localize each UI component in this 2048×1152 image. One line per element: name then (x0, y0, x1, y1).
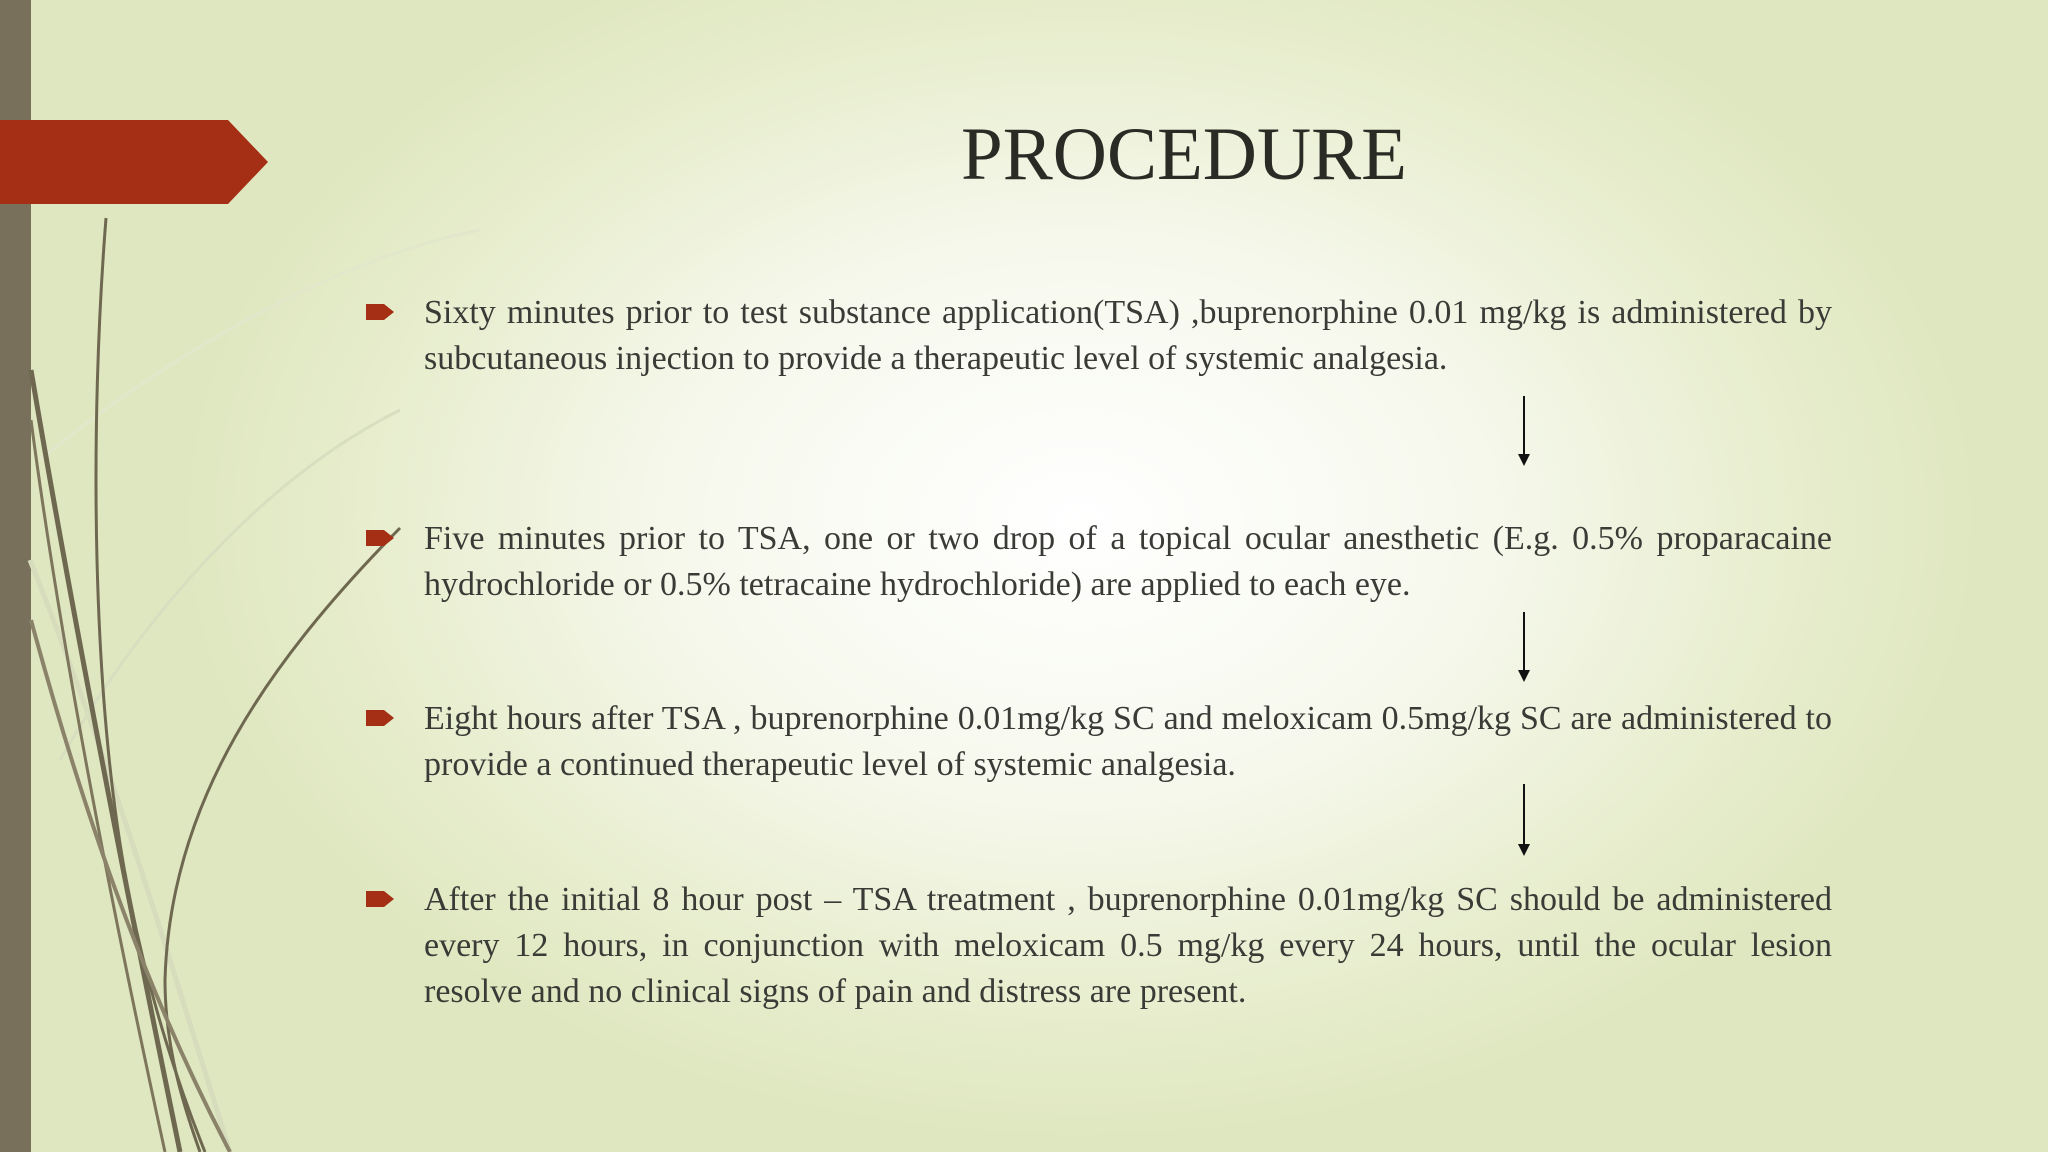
down-arrow-icon (1514, 396, 1534, 466)
down-arrow-icon (1514, 612, 1534, 682)
down-arrow-icon (1514, 784, 1534, 856)
bullet-arrow-icon (366, 706, 396, 730)
bullet-text: Sixty minutes prior to test substance application(TSA) ,buprenorphine 0.01 mg/kg is administered by subcutaneous injection to provide a therapeutic level of systemic analgesia. (424, 294, 1832, 377)
bullet-item-4 (366, 877, 1832, 1015)
accent-banner (0, 120, 268, 204)
bullet-item-3 (366, 696, 1832, 788)
slide-title: PROCEDURE (961, 113, 1407, 196)
bullet-text: Five minutes prior to TSA, one or two drop of a topical ocular anesthetic (E.g. 0.5% proparacaine hydrochloride or 0.5% tetracaine hydrochloride) are applied to each eye. (424, 520, 1832, 603)
bullet-arrow-icon (366, 526, 396, 550)
bullet-item-2 (366, 516, 1832, 608)
bullet-arrow-icon (366, 887, 396, 911)
bullet-item-1 (366, 290, 1832, 382)
bullet-text: After the initial 8 hour post – TSA treatment , buprenorphine 0.01mg/kg SC should be administered every 12 hours, in conjunction with meloxicam 0.5 mg/kg every 24 hours, until the ocular lesion resolve and no clinical signs of pain and distress are present. (424, 881, 1832, 1010)
bullet-text: Eight hours after TSA , buprenorphine 0.01mg/kg SC and meloxicam 0.5mg/kg SC are administered to provide a continued therapeutic level of systemic analgesia. (424, 700, 1832, 783)
bullet-arrow-icon (366, 300, 396, 324)
